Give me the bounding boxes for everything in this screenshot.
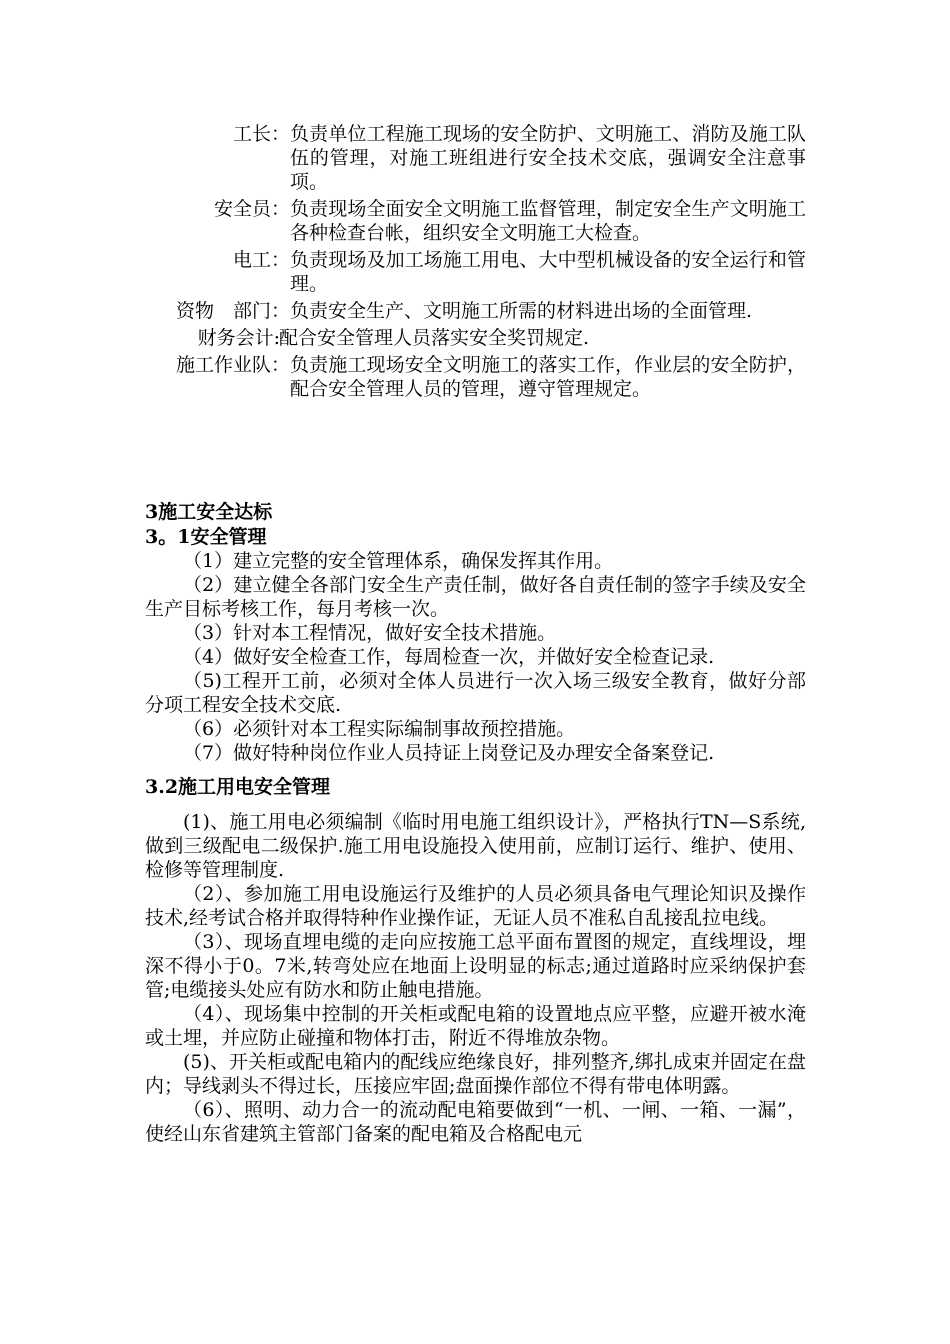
role-description: 负责施工现场安全文明施工的落实工作，作业层的安全防护，配合安全管理人员的管理，遵守管理规定。 <box>290 354 806 400</box>
list-item: （6）必须针对本工程实际编制事故预控措施。 <box>183 718 576 740</box>
role-description: 负责现场全面安全文明施工监督管理，制定安全生产文明施工各种检查台帐，组织安全文明施工大检查。 <box>290 198 806 244</box>
role-label: 施工作业队： <box>175 354 290 376</box>
role-description: 负责安全生产、文明施工所需的材料进出场的全面管理. <box>290 300 753 322</box>
list-item: (5)、开关柜或配电箱内的配线应绝缘良好，排列整齐,绑扎成束并固定在盘内；导线剥头不得过长，压接应牢固;盘面操作部位不得有带电体明露。 <box>145 1051 806 1097</box>
role-electrician <box>0 248 950 296</box>
section-3-1-body <box>145 549 806 765</box>
list-item: （2）建立健全各部门安全生产责任制，做好各自责任制的签字手续及安全生产目标考核工作，每月考核一次。 <box>145 574 806 620</box>
role-description: 负责现场及加工场施工用电、大中型机械设备的安全运行和管理。 <box>290 249 806 295</box>
section-3-title: 3施工安全达标 <box>145 501 273 523</box>
role-safety-officer <box>0 197 950 245</box>
role-work-team <box>0 353 950 401</box>
list-item: （6）、照明、动力合一的流动配电箱要做到“一机、一闸、一箱、一漏”， 使经山东省建筑主管部门备案的配电箱及合格配电元 <box>145 1099 806 1145</box>
list-item: （5)工程开工前，必须对全体人员进行一次入场三级安全教育，做好分部分项工程安全技术交底. <box>145 670 806 716</box>
role-finance <box>0 326 950 350</box>
section-3-2-body <box>145 810 806 1146</box>
list-item: （1）建立完整的安全管理体系，确保发挥其作用。 <box>183 550 614 572</box>
list-item: （4）、现场集中控制的开关柜或配电箱的设置地点应平整，应避开被水淹或土埋，并应防止碰撞和物体打击，附近不得堆放杂物。 <box>145 1003 806 1049</box>
list-item: （3）、现场直埋电缆的走向应按施工总平面布置图的规定，直线埋设，埋深不得小于0。7米,转弯处应在地面上设明显的标志;通过道路时应采纳保护套管;电缆接头处应有防水和防止触电措施。 <box>145 931 806 1001</box>
role-label: 电工： <box>232 249 290 271</box>
role-materials-dept <box>0 299 950 323</box>
list-item: （3）针对本工程情况，做好安全技术措施。 <box>183 622 557 644</box>
section-3-1-title: 3。1安全管理 <box>145 526 267 548</box>
role-description: 配合安全管理人员落实安全奖罚规定. <box>279 327 590 349</box>
list-item: （2）、参加施工用电设施运行及维护的人员必须具备电气理论知识及操作技术,经考试合格并取得特种作业操作证，无证人员不准私自乱接乱拉电线。 <box>145 883 806 929</box>
role-foreman <box>0 122 950 194</box>
role-list <box>0 122 950 404</box>
section-3-2-title: 3.2施工用电安全管理 <box>145 776 331 798</box>
list-item: (1)、施工用电必须编制《临时用电施工组织设计》，严格执行TN—S系统,做到三级配电二级保护.施工用电设施投入使用前，应制订运行、维护、使用、检修等管理制度. <box>145 811 806 881</box>
list-item: （4）做好安全检查工作，每周检查一次，并做好安全检查记录. <box>183 646 715 668</box>
role-label: 安全员： <box>213 198 290 220</box>
role-label: 资物 部门： <box>175 300 290 322</box>
role-label: 财务会计: <box>197 327 280 349</box>
role-label: 工长： <box>232 123 290 145</box>
list-item: （7）做好特种岗位作业人员持证上岗登记及办理安全备案登记. <box>183 742 715 764</box>
role-description: 负责单位工程施工现场的安全防护、文明施工、消防及施工队伍的管理，对施工班组进行安全技术交底，强调安全注意事项。 <box>290 123 806 193</box>
